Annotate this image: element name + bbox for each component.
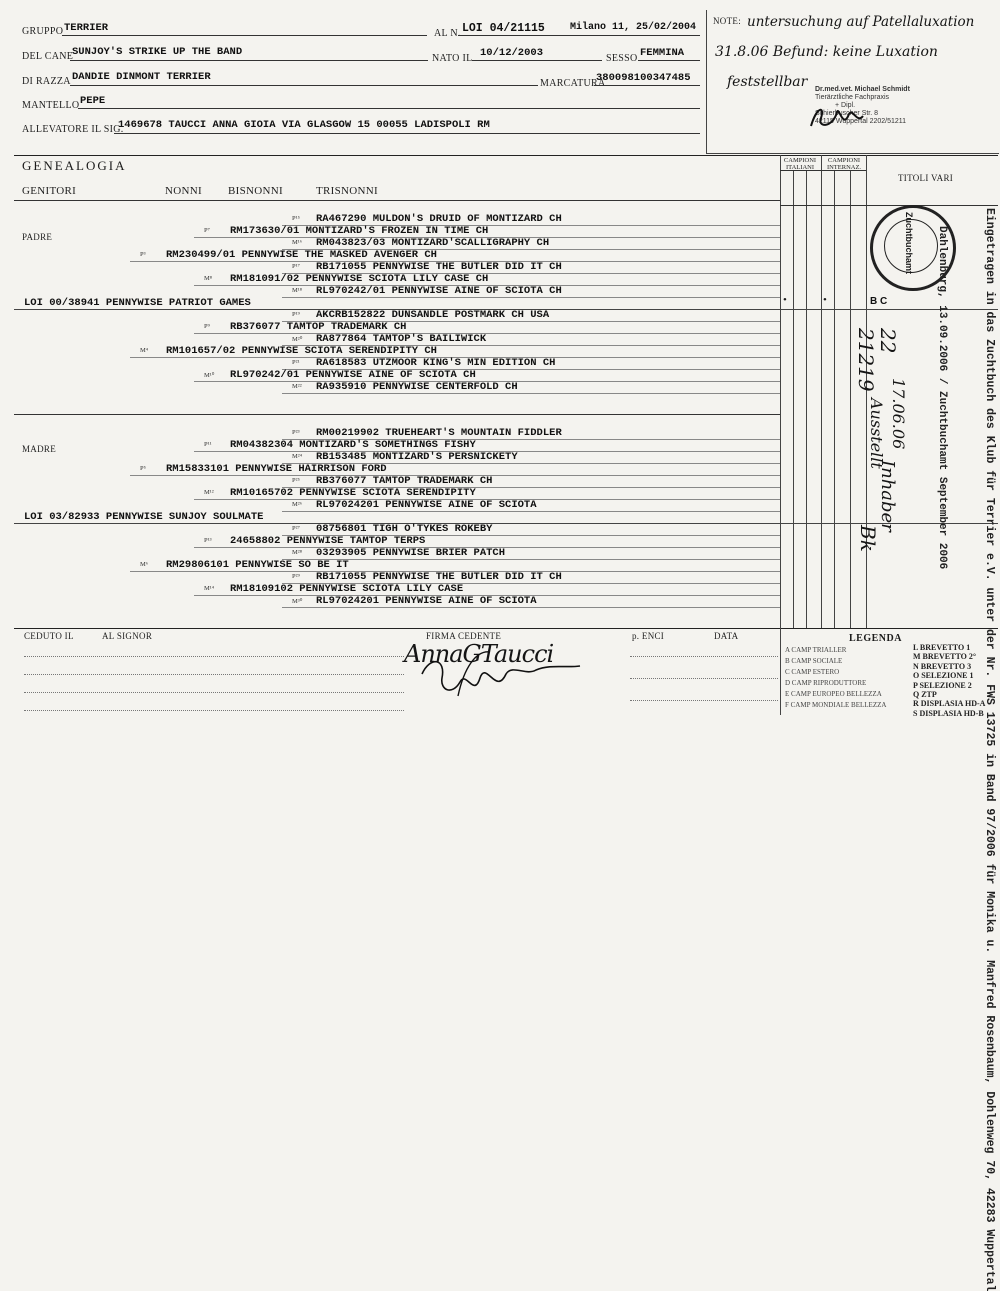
pedigree-code: M²² — [292, 383, 302, 390]
grid-col-5 — [850, 170, 851, 628]
registry-date: Dahlenburg, 13.09.2006 / Zuchtbuchamt September 2006 — [936, 226, 948, 570]
ancestor-entry: RL970242/01 PENNYWISE AINE OF SCIOTA CH — [316, 285, 562, 297]
ancestor-entry: RA935910 PENNYWISE CENTERFOLD CH — [316, 381, 518, 393]
col-trisnonni: TRISNONNI — [316, 185, 378, 197]
mantello-underline — [78, 108, 700, 109]
legenda-item: A CAMP TRIALLER — [785, 646, 847, 654]
madre-name: LOI 03/82933 PENNYWISE SUNJOY SOULMATE — [24, 511, 264, 523]
pedigree-code: P²¹ — [292, 359, 300, 366]
pedigree-code: P¹⁹ — [292, 311, 300, 318]
legenda-item: B CAMP SOCIALE — [785, 657, 843, 665]
al-n-value: LOI 04/21115 — [462, 22, 545, 35]
grid-col-1 — [793, 170, 794, 628]
ancestor-entry: RM173630/01 MONTIZARD'S FROZEN IN TIME CH — [230, 225, 489, 237]
legenda-item: S DISPLASIA HD-B — [913, 708, 984, 718]
padre-label: PADRE — [22, 232, 53, 242]
ancestor-entry: RM181091/02 PENNYWISE SCIOTA LILY CASE CH — [230, 273, 489, 285]
gruppo-value: TERRIER — [64, 22, 109, 34]
ancestor-entry: RB171055 PENNYWISE THE BUTLER DID IT CH — [316, 261, 562, 273]
nato-underline — [472, 60, 602, 61]
vet-stamp-line: Dr.med.vet. Michael Schmidt — [815, 86, 910, 93]
signature-flourish — [416, 638, 586, 700]
vet-stamp-line: + Dipl. — [835, 102, 856, 109]
hand-side-5: Inhaber — [877, 460, 898, 532]
hand-side-3: 17.06.06 — [889, 378, 908, 450]
ancestor-entry: RB376077 TAMTOP TRADEMARK CH — [316, 475, 493, 487]
ancestor-entry: RM15833101 PENNYWISE HAIRRISON FORD — [166, 463, 387, 475]
ancestor-entry: RM10165702 PENNYWISE SCIOTA SERENDIPITY — [230, 487, 476, 499]
parent-rule — [14, 523, 998, 524]
parent-divider — [14, 414, 780, 415]
pedigree-code: M²⁰ — [292, 336, 303, 343]
pedigree-code: M¹⁰ — [204, 372, 215, 379]
genealogia-top-rule — [14, 155, 998, 156]
legenda-item: E CAMP EUROPEO BELLEZZA — [785, 690, 882, 698]
vet-stamp-line: Tierärztliche Fachpraxis — [815, 94, 890, 101]
sesso-value: FEMMINA — [640, 47, 685, 59]
grid-col-0 — [780, 155, 781, 628]
marcatura-value: 380098100347485 — [596, 72, 691, 84]
pedigree-code: M⁶ — [140, 561, 149, 568]
legenda-item: C CAMP ESTERO — [785, 668, 840, 676]
pedigree-code: P²⁷ — [292, 525, 300, 532]
firma-label: FIRMA CEDENTE — [426, 631, 502, 641]
legenda-item: D CAMP RIPRODUTTORE — [785, 679, 867, 687]
pedigree-code: P¹³ — [204, 537, 212, 544]
ancestor-entry: 08756801 TIGH O'TYKES ROKEBY — [316, 523, 493, 535]
nato-label: NATO IL — [432, 53, 473, 64]
cane-label: DEL CANE — [22, 51, 74, 62]
sesso-underline — [638, 60, 700, 61]
cedente-signature: AnnaGTaucci — [404, 640, 554, 668]
marcatura-label: MARCATURA — [540, 78, 606, 89]
campioni-internaz-label: CAMPIONI INTERNAZ. — [826, 157, 862, 171]
mantello-label: MANTELLO — [22, 100, 80, 111]
ancestor-entry: RL97024201 PENNYWISE AINE OF SCIOTA — [316, 595, 537, 607]
pedigree-code: P²⁵ — [292, 477, 300, 484]
signor-label: AL SIGNOR — [102, 631, 153, 641]
legenda-item: Q ZTP — [913, 690, 937, 700]
pedigree-code: M⁸ — [204, 275, 213, 282]
entry-rule — [194, 333, 780, 334]
genealogia-title: GENEALOGIA — [22, 158, 127, 173]
vet-stamp-line: Schierbuscher Str. 8 — [815, 110, 879, 117]
entry-rule — [282, 393, 780, 394]
pedigree-code: M²⁶ — [292, 501, 302, 508]
legenda-box — [780, 628, 999, 718]
pedigree-code: M²⁴ — [292, 453, 302, 460]
data-label: DATA — [714, 631, 739, 641]
note-label: NOTE: — [713, 16, 741, 26]
registry-note: Eingetragen in das Zuchtbuch des Klub für Terrier e.V. unter der Nr. FWS 13725 in Band 97/2006 für Monika u. Manfred Rosenbaum, Dohlenweg 70, 42283 Wuppertal — [983, 208, 996, 1291]
enci-label: p. ENCI — [632, 631, 665, 641]
ceduto-label: CEDUTO IL — [24, 631, 74, 641]
ancestor-entry: 03293905 PENNYWISE BRIER PATCH — [316, 547, 506, 559]
header-section — [0, 0, 706, 150]
pedigree-code: P¹⁷ — [292, 263, 300, 270]
allevatore-underline — [114, 133, 700, 134]
grid-col-2 — [806, 170, 807, 628]
hand-side-6: Bk — [856, 525, 880, 552]
round-stamp-text: Zuchtbuchamt — [904, 212, 914, 274]
padre-mark-2: • — [823, 294, 827, 306]
ancestor-entry: 24658802 PENNYWISE TAMTOP TERPS — [230, 535, 426, 547]
ancestor-entry: RL97024201 PENNYWISE AINE OF SCIOTA — [316, 499, 537, 511]
padre-name: LOI 00/38941 PENNYWISE PATRIOT GAMES — [24, 297, 251, 309]
note-line-1: untersuchung auf Patellaluxation — [747, 14, 975, 30]
ancestor-entry: RA877864 TAMTOP'S BAILIWICK — [316, 333, 487, 345]
allevatore-label: ALLEVATORE IL SIG. — [22, 124, 124, 135]
grid-col-4 — [834, 170, 835, 628]
ancestor-entry: RA618583 UTZMOOR KING'S MIN EDITION CH — [316, 357, 556, 369]
ancestor-entry: RB153485 MONTIZARD'S PERSNICKETY — [316, 451, 518, 463]
footer-line-3 — [24, 692, 404, 693]
ancestor-entry: RM04382304 MONTIZARD'S SOMETHINGS FISHY — [230, 439, 476, 451]
place-date: Milano 11, 25/02/2004 — [570, 22, 697, 33]
pedigree-code: P¹¹ — [204, 441, 212, 448]
hand-side-2: 21219 — [854, 328, 878, 392]
hand-side-4: Ausstellt — [867, 398, 886, 469]
pedigree-code: M¹⁴ — [204, 585, 214, 592]
footer-line-5 — [630, 656, 778, 657]
al-n-label: AL N. — [434, 28, 461, 39]
titoli-vari-label: TITOLI VARI — [898, 173, 954, 183]
ancestor-entry: RM101657/02 PENNYWISE SCIOTA SERENDIPITY CH — [166, 345, 437, 357]
legenda-title: LEGENDA — [849, 633, 902, 644]
ancestor-entry: AKCRB152822 DUNSANDLE POSTMARK CH USA — [316, 309, 550, 321]
razza-underline — [70, 85, 538, 86]
footer-line-7 — [630, 700, 778, 701]
col-genitori: GENITORI — [22, 185, 77, 197]
campioni-bottom-rule — [780, 205, 998, 206]
ancestor-entry: RM043823/03 MONTIZARD'SCALLIGRAPHY CH — [316, 237, 550, 249]
pedigree-code: P¹⁵ — [292, 215, 300, 222]
ancestor-entry: RL970242/01 PENNYWISE AINE OF SCIOTA CH — [230, 369, 476, 381]
allevatore-value: 1469678 TAUCCI ANNA GIOIA VIA GLASGOW 15 00055 LADISPOLI RM — [118, 119, 490, 131]
footer-line-6 — [630, 678, 778, 679]
ancestor-entry: RB376077 TAMTOP TRADEMARK CH — [230, 321, 407, 333]
pedigree-code: P⁹ — [204, 323, 210, 330]
pedigree-code: P³ — [140, 251, 146, 258]
pedigree-code: P⁵ — [140, 465, 146, 472]
al-n-underline — [458, 35, 700, 36]
pedigree-code: P²⁹ — [292, 573, 300, 580]
pedigree-code: P²³ — [292, 429, 300, 436]
note-box — [706, 10, 999, 154]
campioni-italiani-label: CAMPIONI ITALIANI — [783, 157, 817, 171]
pedigree-code: M¹⁶ — [292, 239, 302, 246]
mantello-value: PEPE — [80, 95, 106, 107]
cane-value: SUNJOY'S STRIKE UP THE BAND — [72, 46, 243, 58]
footer-line-2 — [24, 674, 404, 675]
footer-line-4 — [24, 710, 404, 711]
entry-rule — [282, 297, 780, 298]
footer-section — [0, 628, 780, 715]
footer-line-1 — [24, 656, 404, 657]
pedigree-code: M¹² — [204, 489, 214, 496]
marcatura-underline — [594, 85, 700, 86]
cane-underline — [70, 60, 428, 61]
hand-side-1: 22 — [876, 328, 900, 354]
madre-label: MADRE — [22, 444, 57, 454]
nato-value: 10/12/2003 — [480, 47, 544, 59]
grid-col-3 — [821, 155, 822, 628]
pedigree-code: M³⁰ — [292, 598, 303, 605]
padre-mark-1: • — [783, 294, 787, 306]
razza-value: DANDIE DINMONT TERRIER — [72, 71, 211, 83]
ancestor-entry: RM18109102 PENNYWISE SCIOTA LILY CASE — [230, 583, 464, 595]
ancestor-entry: RA467290 MULDON'S DRUID OF MONTIZARD CH — [316, 213, 562, 225]
razza-label: DI RAZZA — [22, 76, 71, 87]
legenda-item: M BREVETTO 2° — [913, 652, 977, 662]
ancestor-entry: RM29806101 PENNYWISE SO BE IT — [166, 559, 349, 571]
pedigree-code: M⁴ — [140, 347, 149, 354]
note-line-3: feststellbar — [727, 74, 808, 90]
legenda-item: R DISPLASIA HD-A — [913, 699, 986, 709]
gruppo-underline — [62, 35, 427, 36]
legenda-item: N BREVETTO 3 — [913, 661, 972, 671]
columns-rule — [14, 200, 780, 201]
campioni-subrule — [780, 170, 866, 171]
legenda-item: L BREVETTO 1 — [913, 643, 971, 652]
padre-titoli: B C — [870, 296, 888, 307]
col-nonni: NONNI — [165, 185, 202, 197]
legenda-right-list — [913, 643, 985, 718]
sesso-label: SESSO — [606, 53, 638, 64]
note-line-2: 31.8.06 Befund: keine Luxation — [715, 44, 938, 60]
entry-rule — [282, 511, 780, 512]
pedigree-code: M²⁸ — [292, 549, 302, 556]
vet-stamp-line: 42115 Wuppertal 2202/51211 — [815, 118, 907, 125]
legenda-item: O SELEZIONE 1 — [913, 671, 974, 681]
vet-signature — [807, 102, 867, 134]
pedigree-code: P⁷ — [204, 227, 210, 234]
pedigree-code: M¹⁸ — [292, 287, 302, 294]
legenda-left-list — [785, 645, 886, 711]
legenda-item: P SELEZIONE 2 — [913, 680, 972, 690]
gruppo-label: GRUPPO — [22, 26, 64, 37]
ancestor-entry: RB171055 PENNYWISE THE BUTLER DID IT CH — [316, 571, 562, 583]
col-bisnonni: BISNONNI — [228, 185, 283, 197]
entry-rule — [282, 607, 780, 608]
entry-rule — [282, 559, 780, 560]
legenda-item: F CAMP MONDIALE BELLEZZA — [785, 701, 887, 709]
ancestor-entry: RM230499/01 PENNYWISE THE MASKED AVENGER CH — [166, 249, 437, 261]
ancestor-entry: RM00219902 TRUEHEART'S MOUNTAIN FIDDLER — [316, 427, 562, 439]
